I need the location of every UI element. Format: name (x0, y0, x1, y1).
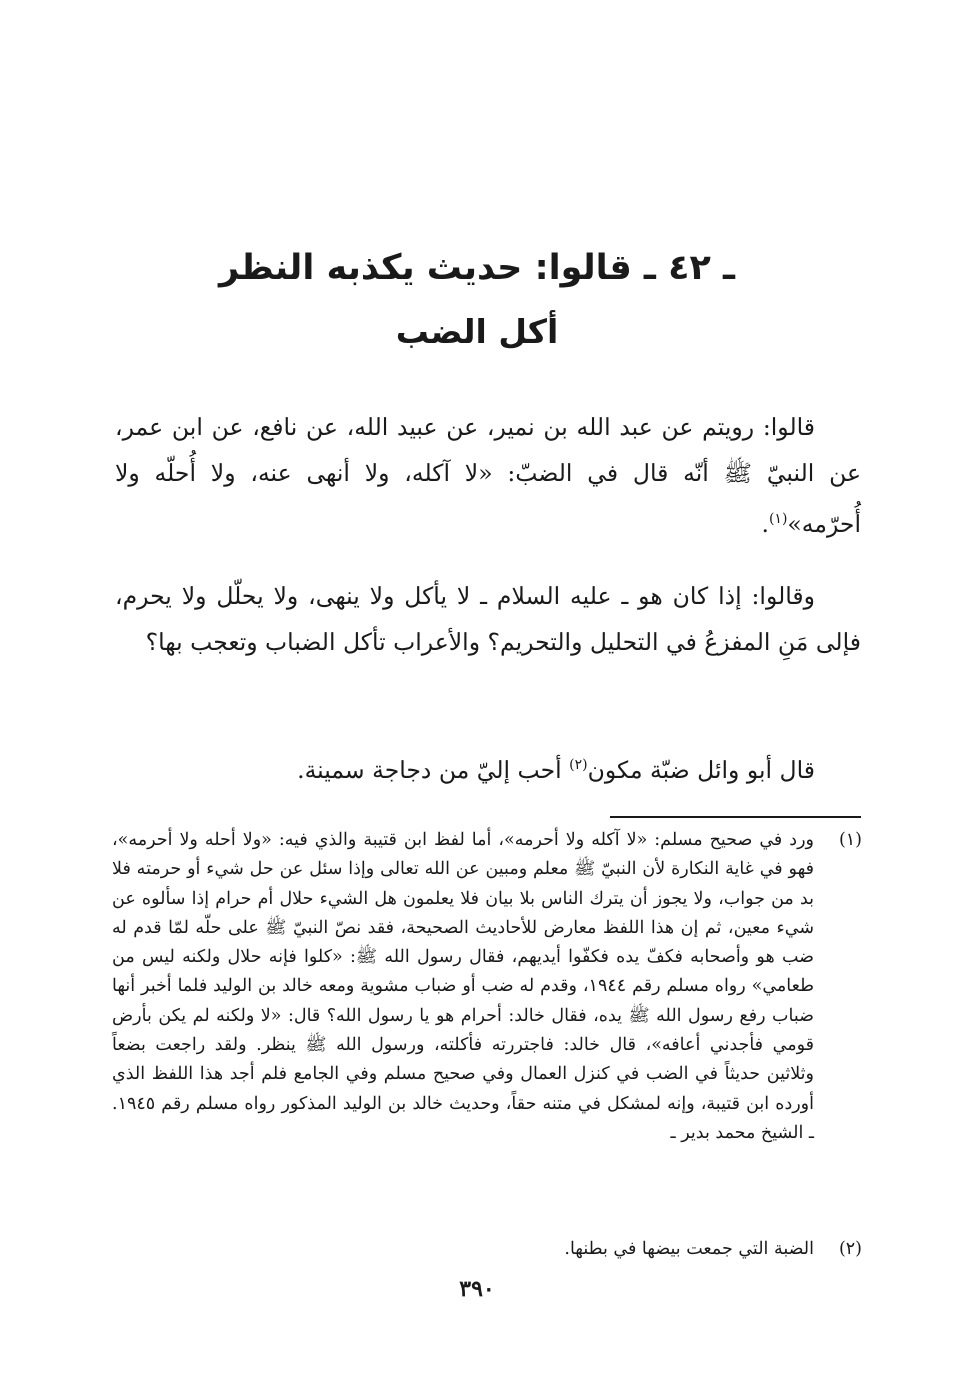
paragraph-1-end: . (761, 509, 769, 538)
paragraph-3-text-a: قال أبو وائل ضبّة مكون (587, 755, 815, 784)
paragraph-3-text-b: أحب إليّ من دجاجة سمينة. (297, 755, 570, 784)
footnote-2-number: (٢) (838, 1239, 862, 1259)
footnote-2-text: الضبة التي جمعت بيضها في بطنها. (564, 1239, 814, 1259)
chapter-title: ـ ٤٢ ـ قالوا: حديث يكذبه النظر (219, 248, 735, 288)
footnote-1-text: ورد في صحيح مسلم: «لا آكله ولا أحرمه»، أما لفظ ابن قتيبة والذي فيه: «ولا أحله ولا أحرمه»، فهو في غاية النكارة لأن النبيّ ﷺ معلم ومبين عن الله تعالى وإذا سئل عن حل شيء أو حرمته فلا بد من جواب، ولا يجوز أن يترك الناس بلا بيان فلا يعلمون هل الشيء حلال أم حرام إذا سألوه عن شيء معين، ثم إن هذا اللفظ معارض للأحاديث الصحيحة، فقد نصّ النبيّ ﷺ على حلّه لمّا قدم له ضب هو وأصحابه فكفّ يده فكفّوا أيديهم، فقال رسول الله ﷺ: «كلوا فإنه حلال ولكنه ليس من طعامي» رواه مسلم رقم ١٩٤٤، وقدم له ضب أو ضباب مشوية ومعه خالد بن الوليد فلما أخبر أنها ضباب رفع رسول الله ﷺ يده، فقال خالد: أحرام هو يا رسول الله؟ قال: «لا ولكنه لم يكن بأرض قومي فأجدني أعافه»، قال خالد: فاجتررته فأكلته، ورسول الله ﷺ ينظر. ولقد راجعت بضعاً وثلاثين حديثاً في الضب في كنزل العمال وفي صحيح مسلم وفي الجامع فلم أجد هذا اللفظ الذي أورده ابن قتيبة، وإنه لمشكل في متنه حقاً، وحديث خالد بن الوليد المذكور رواه مسلم رقم ١٩٤٥. ـ الشيخ محمد بدير ـ (112, 830, 814, 1143)
page-number: ٣٩٠ (459, 1276, 495, 1302)
footnote-ref-1[interactable]: (١) (768, 511, 788, 527)
paragraph-1 (115, 404, 861, 547)
footnote-1 (112, 826, 862, 1148)
paragraph-3 (115, 742, 861, 793)
paragraph-1-text: قالوا: رويتم عن عبد الله بن نمير، عن عبيد الله، عن نافع، عن ابن عمر، عن النبيّ ﷺ أنّه قال في الضبّ: «لا آكله، ولا أنهى عنه، ولا أُحلّه ولا أُحرّمه» (115, 413, 861, 538)
footnote-2 (112, 1235, 862, 1264)
footnote-divider (610, 816, 861, 818)
footnote-1-number: (١) (838, 830, 862, 850)
paragraph-2 (115, 573, 861, 665)
footnote-ref-2[interactable]: (٢) (569, 757, 588, 773)
chapter-subtitle: أكل الضب (395, 312, 559, 351)
paragraph-2-text: وقالوا: إذا كان هو ـ عليه السلام ـ لا يأكل ولا ينهى، ولا يحلّل ولا يحرم، فإلى مَنِ المفزعُ في التحليل والتحريم؟ والأعراب تأكل الضباب وتعجب بها؟ (115, 582, 861, 656)
